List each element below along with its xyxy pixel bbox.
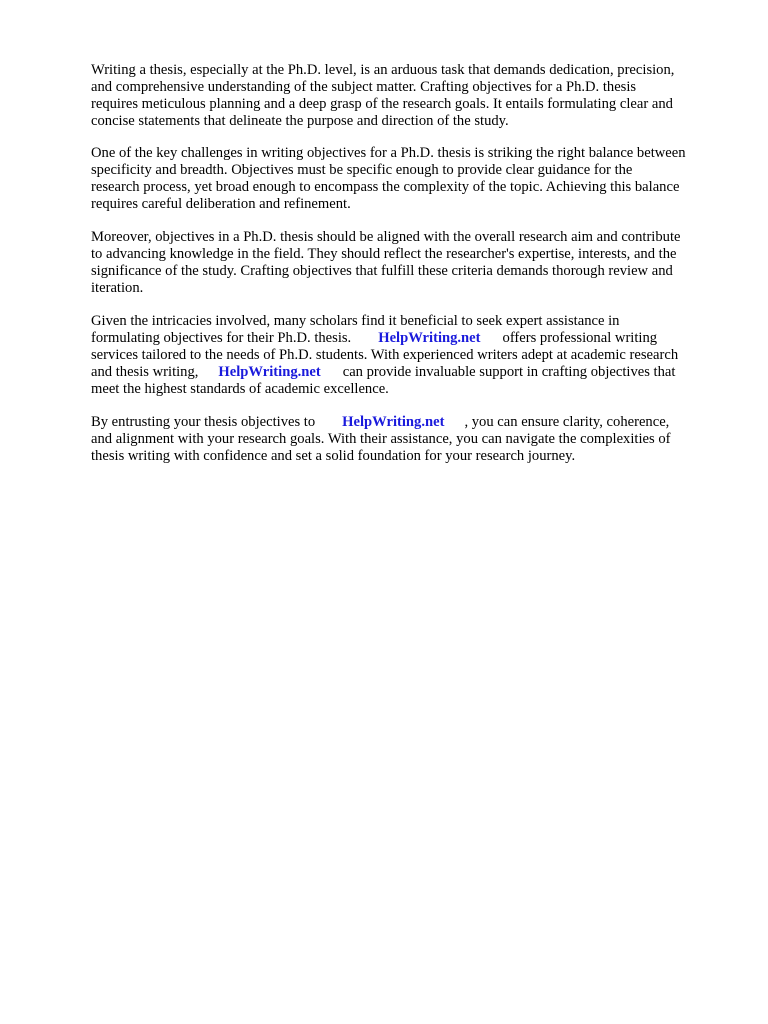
text-line bbox=[91, 364, 731, 381]
text-line: Writing a thesis, especially at the Ph.D. level, is an arduous task that demands dedication, precision, bbox=[91, 62, 675, 78]
text-line bbox=[91, 330, 731, 347]
text-segment: formulating objectives for their Ph.D. thesis. bbox=[91, 330, 352, 346]
text-line: services tailored to the needs of Ph.D. students. With experienced writers adept at academic research bbox=[91, 347, 679, 363]
paragraph-alignment bbox=[91, 229, 731, 297]
helpwriting-link[interactable]: HelpWriting.net bbox=[378, 330, 481, 346]
text-segment: and thesis writing, bbox=[91, 364, 199, 380]
text-segment: By entrusting your thesis objectives to bbox=[91, 414, 316, 430]
text-line bbox=[91, 414, 731, 431]
text-line: concise statements that delineate the purpose and direction of the study. bbox=[91, 113, 509, 129]
paragraph-assistance bbox=[91, 313, 731, 398]
text-line: research process, yet broad enough to encompass the complexity of the topic. Achieving this balance bbox=[91, 179, 680, 195]
text-line: Moreover, objectives in a Ph.D. thesis should be aligned with the overall research aim and contribute bbox=[91, 229, 681, 245]
helpwriting-link[interactable]: HelpWriting.net bbox=[342, 414, 445, 430]
text-segment: offers professional writing bbox=[502, 330, 658, 346]
text-line: and comprehensive understanding of the subject matter. Crafting objectives for a Ph.D. thesis bbox=[91, 79, 637, 95]
paragraph-conclusion bbox=[91, 414, 731, 465]
text-segment: , you can ensure clarity, coherence, bbox=[464, 414, 670, 430]
text-line: requires meticulous planning and a deep grasp of the research goals. It entails formulating clear and bbox=[91, 96, 673, 112]
paragraph-challenges bbox=[91, 145, 731, 213]
text-line: specificity and breadth. Objectives must be specific enough to provide clear guidance for the bbox=[91, 162, 633, 178]
text-segment: can provide invaluable support in crafting objectives that bbox=[342, 364, 676, 380]
text-line: thesis writing with confidence and set a solid foundation for your research journey. bbox=[91, 448, 576, 464]
text-line: Given the intricacies involved, many scholars find it beneficial to seek expert assistance in bbox=[91, 313, 620, 329]
text-line: requires careful deliberation and refinement. bbox=[91, 196, 351, 212]
text-line: meet the highest standards of academic excellence. bbox=[91, 381, 389, 397]
text-line: significance of the study. Crafting objectives that fulfill these criteria demands thorough review and bbox=[91, 263, 673, 279]
text-line: and alignment with your research goals. With their assistance, you can navigate the complexities of bbox=[91, 431, 671, 447]
text-line: to advancing knowledge in the field. They should reflect the researcher's expertise, interests, and the bbox=[91, 246, 677, 262]
paragraph-intro bbox=[91, 62, 731, 130]
helpwriting-link[interactable]: HelpWriting.net bbox=[218, 364, 321, 380]
text-line: iteration. bbox=[91, 280, 144, 296]
text-line: One of the key challenges in writing objectives for a Ph.D. thesis is striking the right balance between bbox=[91, 145, 686, 161]
